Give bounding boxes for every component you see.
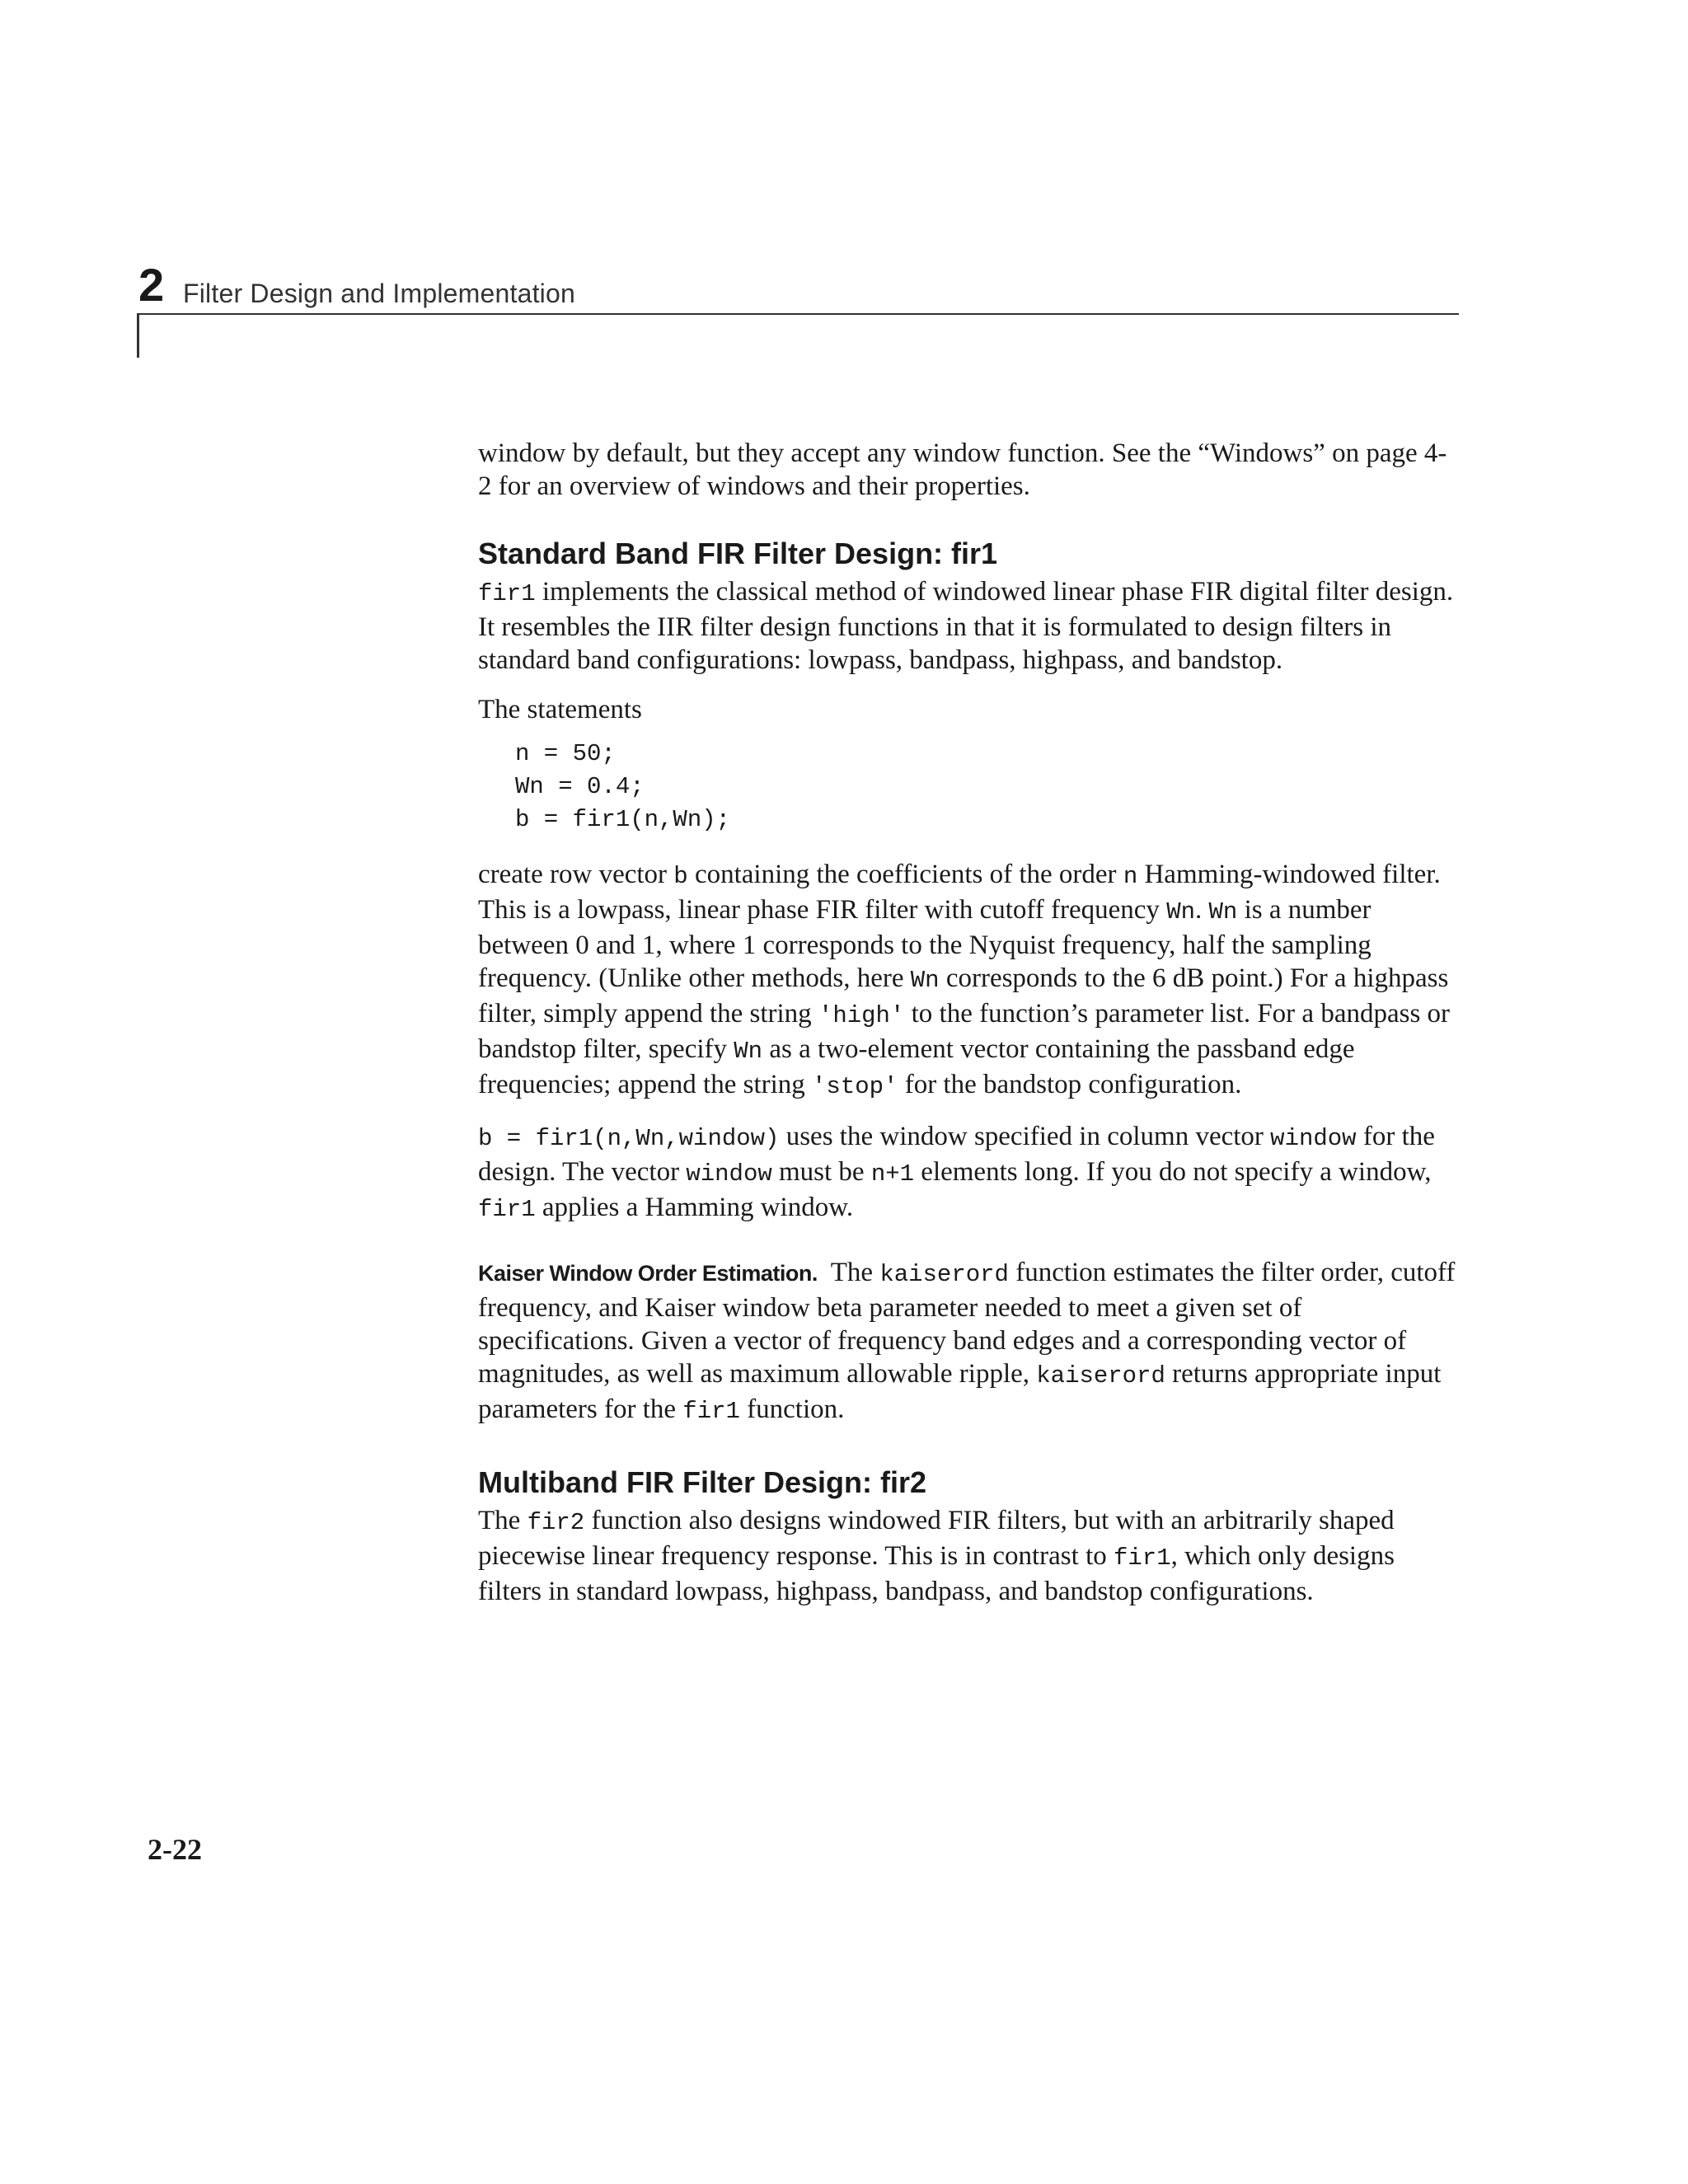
inline-code: fir1 [682, 1398, 740, 1425]
code-line: b = fir1(n,Wn); [515, 806, 731, 833]
inline-code: Wn [1208, 898, 1238, 926]
code-block [478, 738, 1459, 837]
fir2-description-paragraph [478, 1504, 1459, 1608]
section-heading-fir2: Multiband FIR Filter Design: fir2 [478, 1465, 927, 1499]
paragraph-text: implements the classical method of windowed linear phase FIR digital filter design. It resembles the IIR filter design functions in that it is formulated to design filters in standard band configurations: lowpass, bandpass, highpass, and bandstop. [478, 577, 1454, 675]
chapter-number: 2 [138, 259, 165, 311]
paragraph-text: is a number between 0 and 1, where 1 corresponds to the Nyquist frequency, half the sampling frequency. (Unlike other methods, here [478, 895, 1372, 993]
paragraph-text: , which only designs filters in standard lowpass, highpass, bandpass, and bandstop configurations. [478, 1541, 1395, 1606]
paragraph-text: corresponds to the 6 dB point.) For a highpass filter, simply append the string [478, 963, 1449, 1029]
paragraph-text: applies a Hamming window. [535, 1193, 854, 1222]
paragraph-text: to the function’s parameter list. For a bandpass or bandstop filter, specify [478, 999, 1451, 1064]
inline-code: fir2 [527, 1509, 585, 1536]
paragraph-text: The [478, 1506, 528, 1535]
inline-code: b [673, 863, 688, 890]
inline-code: b = fir1(n,Wn,window) [478, 1125, 780, 1152]
page-number: 2-22 [148, 1833, 202, 1866]
window-paragraph [478, 1120, 1459, 1226]
inline-code: 'stop' [812, 1073, 898, 1100]
paragraph-text: Hamming-windowed filter. This is a lowpass, linear phase FIR filter with cutoff frequency [478, 860, 1441, 925]
code-line: n = 50; [515, 740, 616, 767]
paragraph-text: as a two-element vector containing the passband edge frequencies; append the string [478, 1034, 1355, 1099]
inline-code: 'high' [818, 1002, 905, 1029]
paragraph-text: uses the window specified in column vector [779, 1122, 1271, 1151]
paragraph-text: . [1195, 895, 1209, 925]
paragraph-text: containing the coefficients of the order [687, 860, 1123, 889]
kaiser-paragraph [478, 1256, 1459, 1428]
code-line: Wn = 0.4; [515, 773, 645, 800]
kaiser-runin-heading: Kaiser Window Order Estimation. [478, 1261, 818, 1286]
inline-code: Wn [734, 1038, 763, 1065]
inline-code: window [1270, 1125, 1357, 1152]
inline-code: window [686, 1160, 772, 1188]
intro-paragraph: window by default, but they accept any window function. See the “Windows” on page 4-2 for an overview of windows and their properties. [478, 438, 1447, 501]
header-tick [137, 313, 139, 358]
paragraph-text: function also designs windowed FIR filters, but with an arbitrarily shaped piecewise linear frequency response. This is in contrast to [478, 1506, 1395, 1571]
paragraph-text: for the bandstop configuration. [898, 1070, 1242, 1099]
row-vector-paragraph [478, 858, 1459, 1104]
paragraph-text: create row vector [478, 860, 674, 889]
paragraph-text: function estimates the filter order, cutoff frequency, and Kaiser window beta parameter needed to meet a given set of specifications. Given a vector of frequency band edges and a corresponding vector of magnitudes, as well as maximum allowable ripple, [478, 1258, 1456, 1389]
paragraph-text: function. [739, 1394, 845, 1424]
inline-code: kaiserord [1036, 1362, 1165, 1390]
paragraph-text: must be [771, 1157, 871, 1187]
inline-code: fir1 [478, 1196, 536, 1223]
section-heading-fir1: Standard Band FIR Filter Design: fir1 [478, 537, 998, 570]
paragraph-text: for the design. The vector [478, 1122, 1435, 1187]
paragraph-text: elements long. If you do not specify a window, [914, 1157, 1432, 1187]
inline-code: Wn [1166, 898, 1195, 926]
inline-code: fir1 [1114, 1544, 1171, 1572]
fir1-description-paragraph [478, 575, 1459, 677]
statements-intro: The statements [478, 695, 642, 724]
inline-code: n+1 [870, 1160, 915, 1188]
header-rule [137, 313, 1459, 315]
inline-code: kaiserord [879, 1261, 1009, 1288]
chapter-title: Filter Design and Implementation [183, 279, 575, 308]
page-content [478, 437, 1459, 1608]
inline-code: n [1123, 863, 1138, 890]
inline-code: Wn [910, 967, 940, 994]
paragraph-text: returns appropriate input parameters for the [478, 1359, 1442, 1424]
paragraph-text: The [817, 1258, 880, 1287]
inline-code: fir1 [478, 580, 536, 607]
